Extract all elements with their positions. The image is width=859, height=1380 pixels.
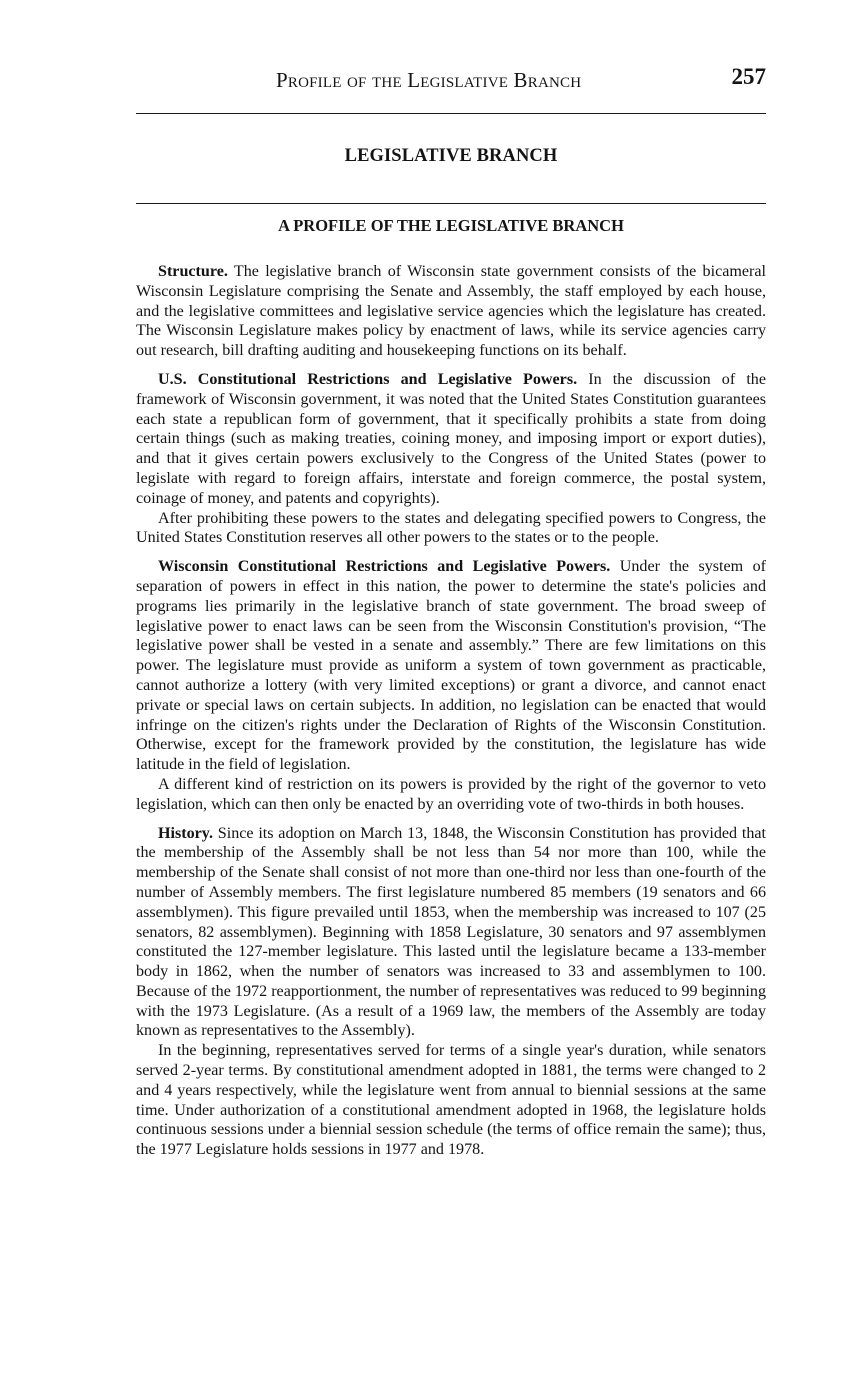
running-header: [136, 66, 766, 96]
body-text: [136, 262, 766, 1160]
paragraph-veto: [136, 775, 766, 815]
page-number: 257: [731, 64, 766, 89]
paragraph-wisconsin-restrictions: [136, 557, 766, 775]
paragraph-heading: Structure.: [158, 263, 228, 280]
paragraph-us-restrictions: [136, 370, 766, 509]
running-title: Profile of the Legislative Branch: [276, 68, 582, 92]
paragraph-heading: Wisconsin Constitutional Restrictions and Legislative Powers.: [158, 558, 611, 576]
paragraph-heading: History.: [158, 824, 213, 842]
paragraph-reserved-powers: [136, 509, 766, 549]
paragraph-text: A different kind of restriction on its powers is provided by the right of the governor to veto legislation, which can then only be enacted by an overriding vote of two-thirds in both houses.: [136, 775, 766, 813]
paragraph-terms: [136, 1041, 766, 1160]
paragraph-text: The legislative branch of Wisconsin state government consists of the bicameral Wisconsin Legislature comprising the Senate and Assembly, the staff employed by each house, and the legislative committees and legislative service agencies which the legislature has created. The Wisconsin Legislature makes policy by enactment of laws, while its service agencies carry out research, bill drafting auditing and housekeeping functions on its behalf.: [136, 263, 766, 360]
paragraph-text: Since its adoption on March 13, 1848, the Wisconsin Constitution has provided that the membership of the Assembly shall be not less than 54 nor more than 100, while the membership of the Senate shall consist of not more than one-third nor less than one-fourth of the number of Assembly members. The first legislature numbered 85 members (19 senators and 66 assemblymen). This figure prevailed until 1853, when the membership was increased to 107 (25 senators, 82 assemblymen). Beginning with 1858 Legislature, 30 senators and 97 assemblymen constituted the 127-member legislature. This lasted until the legislature became a 133-member body in 1862, when the number of senators was increased to 33 and assemblymen to 100. Because of the 1972 reapportionment, the number of representatives was reduced to 99 beginning with the 1973 Legislature. (As a result of a 1969 law, the members of the Assembly are today known as representatives to the Assembly).: [136, 824, 766, 1040]
paragraph-text: Under the system of separation of powers in effect in this nation, the power to determine the state's policies and programs lies primarily in the legislative branch of state government. The broad sweep of legislative power to enact laws can be seen from the Wisconsin Constitution's provision, “The legislative power shall be vested in a senate and assembly.” There are few limitations on this power. The legislature must provide as uniform a system of town government as practicable, cannot authorize a lottery (with very limited exceptions) or grant a divorce, and cannot enact private or special laws on certain subjects. In addition, no legislation can be enacted that would infringe on the citizen's rights under the Declaration of Rights of the Wisconsin Constitution. Otherwise, except for the framework provided by the constitution, the legislature has wide latitude in the field of legislation.: [136, 558, 766, 774]
section-title: LEGISLATIVE BRANCH: [344, 146, 558, 166]
section-rule: [136, 203, 766, 204]
paragraph-heading: U.S. Constitutional Restrictions and Legislative Powers.: [158, 370, 578, 388]
header-rule: [136, 113, 766, 114]
paragraph-text: After prohibiting these powers to the states and delegating specified powers to Congress, the United States Constitution reserves all other powers to the states or to the people.: [136, 509, 766, 547]
paragraph-structure: [136, 262, 766, 361]
profile-title: A PROFILE OF THE LEGISLATIVE BRANCH: [278, 216, 624, 235]
paragraph-history: [136, 824, 766, 1042]
paragraph-text: In the beginning, representatives served for terms of a single year's duration, while senators served 2-year terms. By constitutional amendment adopted in 1881, the terms were changed to 2 and 4 years respectively, while the legislature went from annual to biennial sessions at the same time. Under authorization of a constitutional amendment adopted in 1968, the legislature holds continuous sessions under a biennial session schedule (the terms of office remain the same); thus, the 1977 Legislature holds sessions in 1977 and 1978.: [136, 1042, 766, 1159]
paragraph-text: In the discussion of the framework of Wisconsin government, it was noted that the United States Constitution guarantees each state a republican form of government, that it specifically prohibits a state from doing certain things (such as making treaties, coining money, and imposing import or export duties), and that it gives certain powers exclusively to the Congress of the United States (power to legislate with regard to foreign affairs, interstate and foreign commerce, the postal system, coinage of money, and patents and copyrights).: [136, 370, 766, 507]
